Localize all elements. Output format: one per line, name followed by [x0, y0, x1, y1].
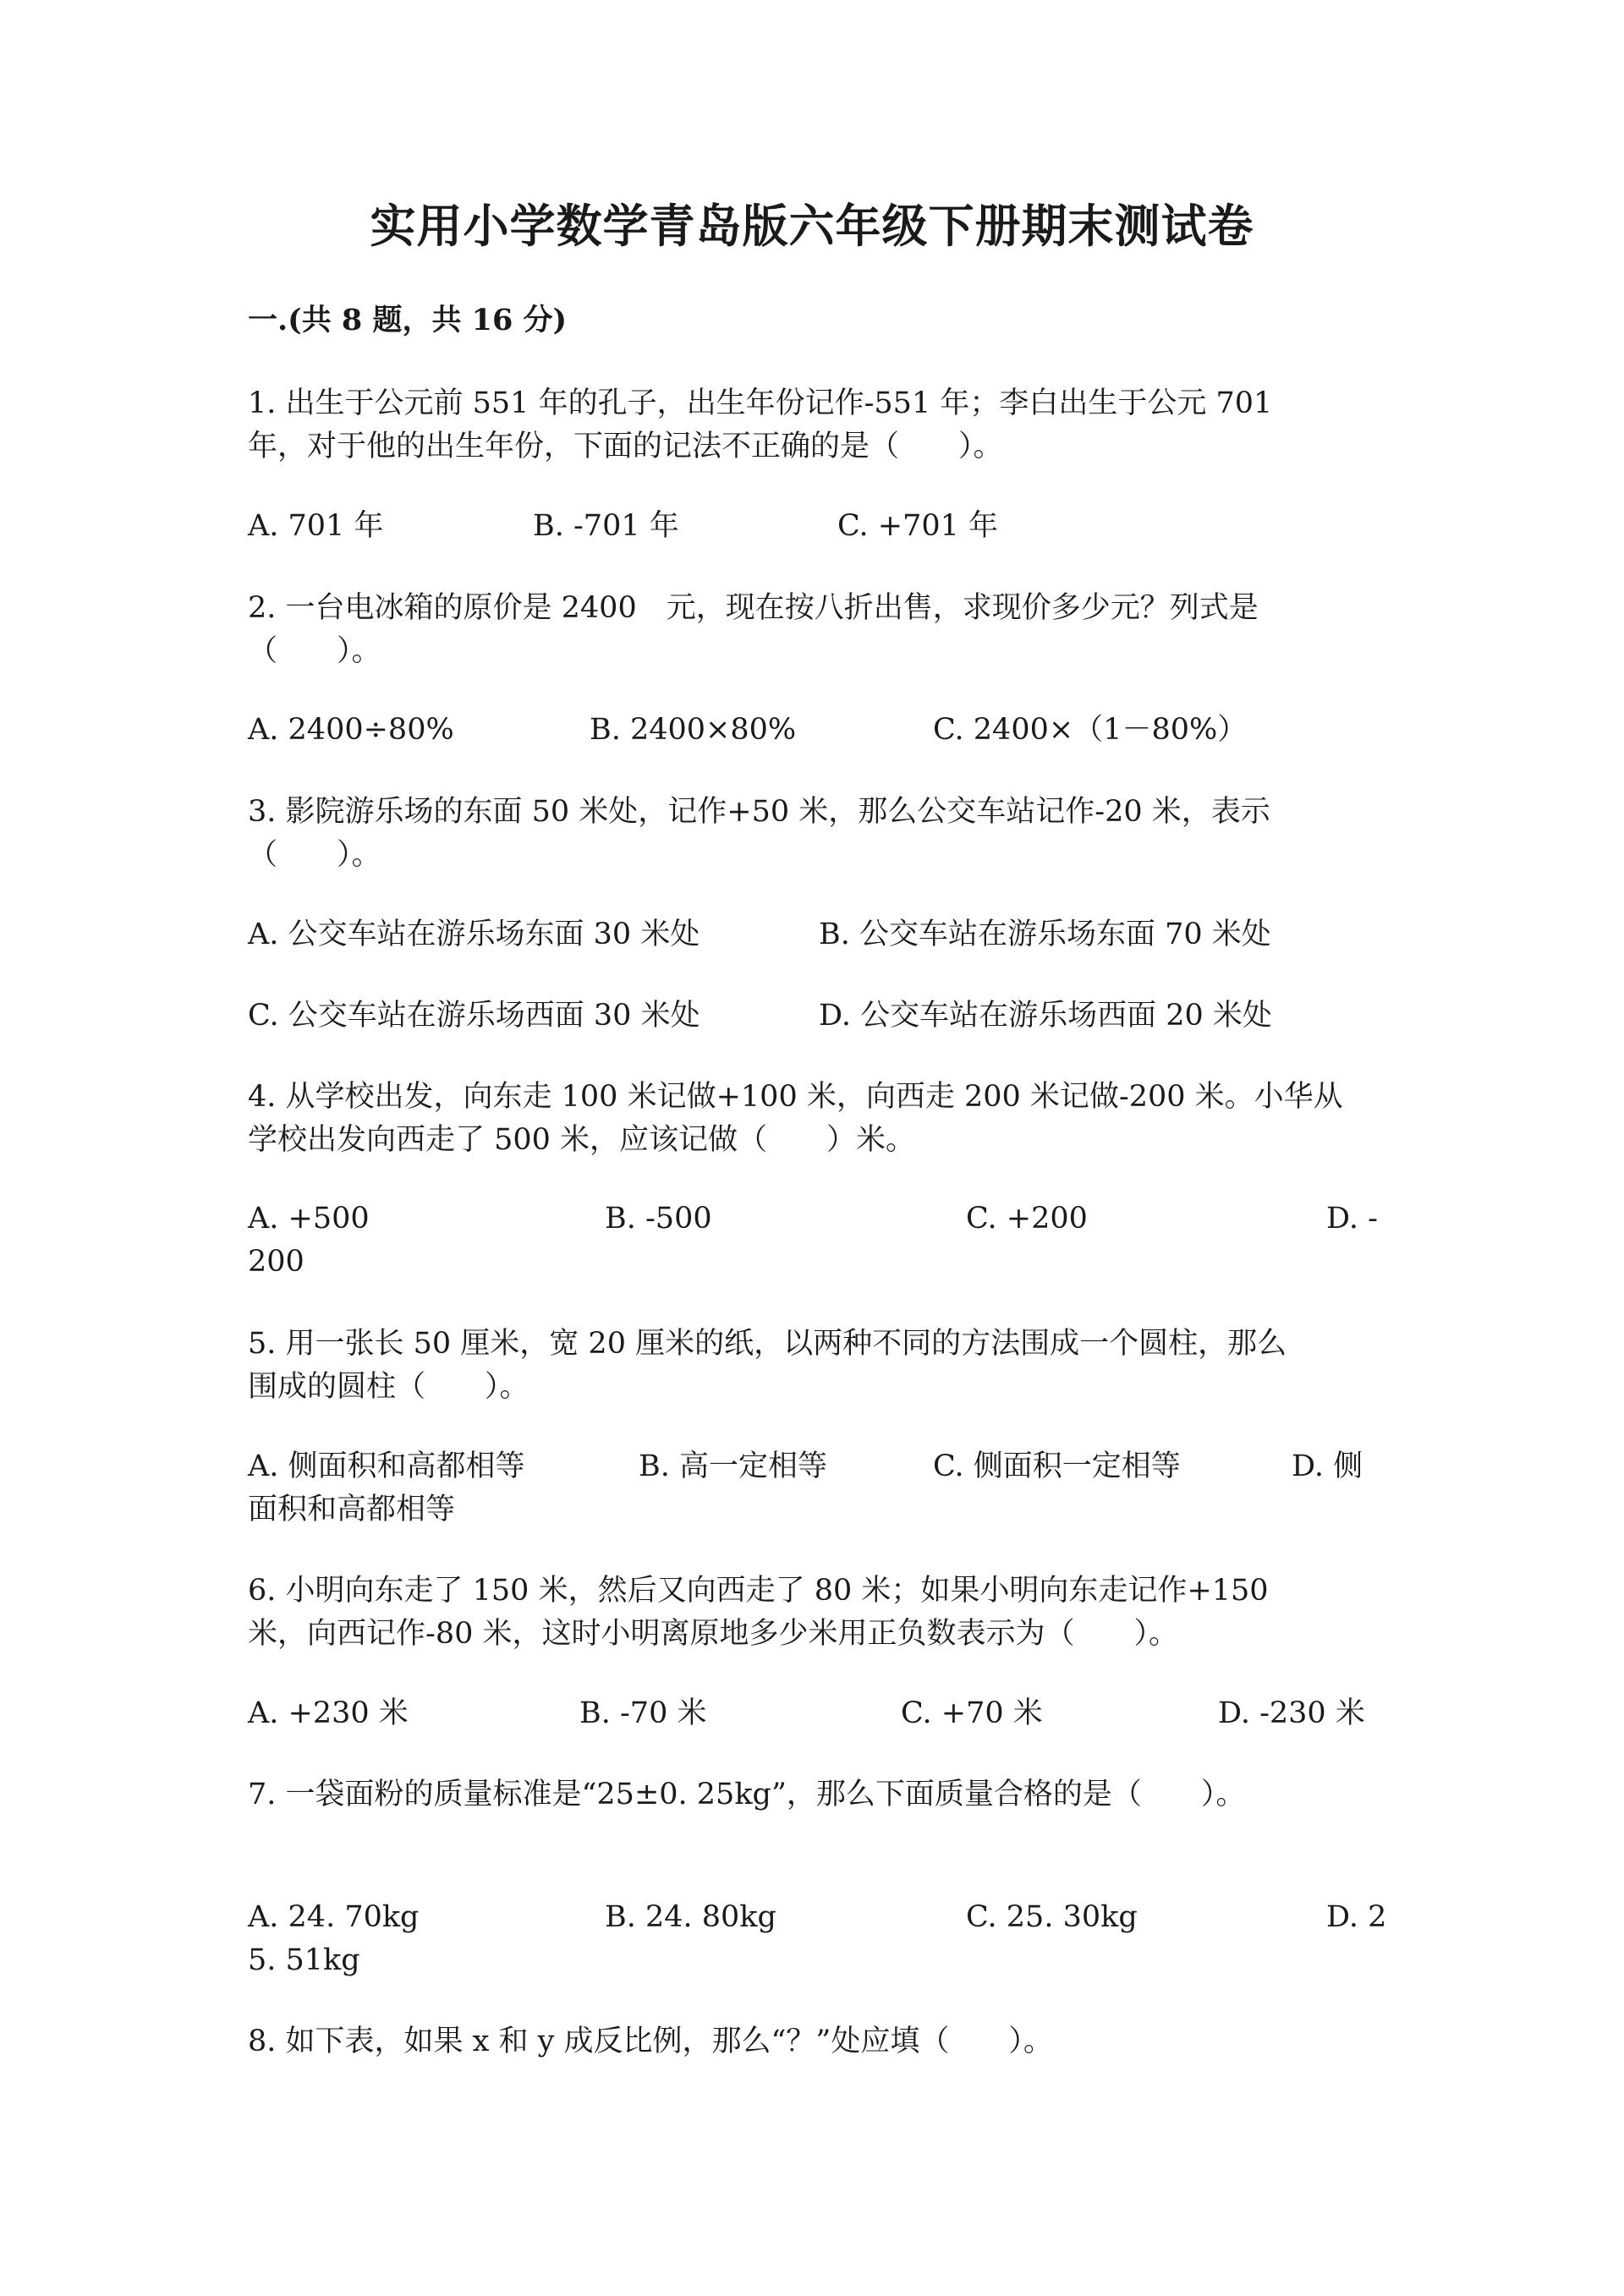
option-a: A. 2400÷80%	[248, 713, 454, 747]
option-a: A. 701 年	[248, 509, 384, 543]
exam-title: 实用小学数学青岛版六年级下册期末测试卷	[370, 199, 1254, 253]
option-a: A. +500	[248, 1202, 370, 1236]
option-b: B. -500	[605, 1202, 712, 1236]
question-text-line: 6. 小明向东走了 150 米，然后又向西走了 80 米；如果小明向东走记作+150	[248, 1574, 1269, 1608]
option-c: C. +701 年	[837, 509, 999, 543]
option-a: A. 24. 70kg	[248, 1900, 420, 1934]
option-a: A. 侧面积和高都相等	[248, 1449, 525, 1483]
section-heading: 一.(共 8 题，共 16 分)	[248, 303, 568, 337]
option-d: D. -	[1326, 1202, 1378, 1236]
option-d-continued: 面积和高都相等	[248, 1493, 456, 1526]
option-a: A. 公交车站在游乐场东面 30 米处	[248, 918, 700, 951]
option-d: D. 侧	[1292, 1449, 1363, 1483]
option-a: A. +230 米	[248, 1696, 409, 1730]
question-text-line: 2. 一台电冰箱的原价是 2400 元，现在按八折出售，求现价多少元？列式是	[248, 591, 1259, 625]
question-text-line: 围成的圆柱（ ）。	[248, 1370, 529, 1404]
question-text-line: 学校出发向西走了 500 米，应该记做（ ）米。	[248, 1123, 916, 1157]
option-b: B. 2400×80%	[590, 713, 797, 747]
option-d: D. 公交车站在游乐场西面 20 米处	[819, 999, 1272, 1033]
question-text-line: 5. 用一张长 50 厘米，宽 20 厘米的纸，以两种不同的方法围成一个圆柱，那么	[248, 1327, 1287, 1361]
option-b: B. -701 年	[533, 509, 679, 543]
question-text-line: （ ）。	[248, 634, 381, 668]
question-text-line: 8. 如下表，如果 x 和 y 成反比例，那么“？”处应填（ ）。	[248, 2025, 1053, 2058]
question-text-line: 米，向西记作-80 米，这时小明离原地多少米用正负数表示为（ ）。	[248, 1617, 1178, 1651]
question-text-line: 1. 出生于公元前 551 年的孔子，出生年份记作-551 年；李白出生于公元 701	[248, 386, 1273, 420]
option-c: C. +70 米	[901, 1696, 1043, 1730]
option-c: C. +200	[966, 1202, 1088, 1236]
option-c: C. 公交车站在游乐场西面 30 米处	[248, 999, 700, 1033]
option-b: B. -70 米	[579, 1696, 707, 1730]
question-text-line: 年，对于他的出生年份，下面的记法不正确的是（ ）。	[248, 430, 1003, 463]
question-text-line: 3. 影院游乐场的东面 50 米处，记作+50 米，那么公交车站记作-20 米，表示	[248, 795, 1270, 829]
question-text-line: （ ）。	[248, 838, 381, 872]
option-b: B. 24. 80kg	[605, 1900, 776, 1934]
option-d-continued: 5. 51kg	[248, 1943, 360, 1977]
option-b: B. 公交车站在游乐场东面 70 米处	[819, 918, 1271, 951]
question-text-line: 7. 一袋面粉的质量标准是“25±0. 25kg”，那么下面质量合格的是（ ）。	[248, 1778, 1246, 1811]
question-text-line: 4. 从学校出发，向东走 100 米记做+100 米，向西走 200 米记做-200 米。小华从	[248, 1080, 1343, 1114]
option-d: D. 2	[1326, 1900, 1387, 1934]
option-d: D. -230 米	[1218, 1696, 1365, 1730]
option-c: C. 25. 30kg	[966, 1900, 1138, 1934]
option-c: C. 侧面积一定相等	[933, 1449, 1181, 1483]
option-b: B. 高一定相等	[639, 1449, 827, 1483]
option-d-continued: 200	[248, 1245, 304, 1279]
option-c: C. 2400×（1－80%）	[933, 713, 1248, 747]
